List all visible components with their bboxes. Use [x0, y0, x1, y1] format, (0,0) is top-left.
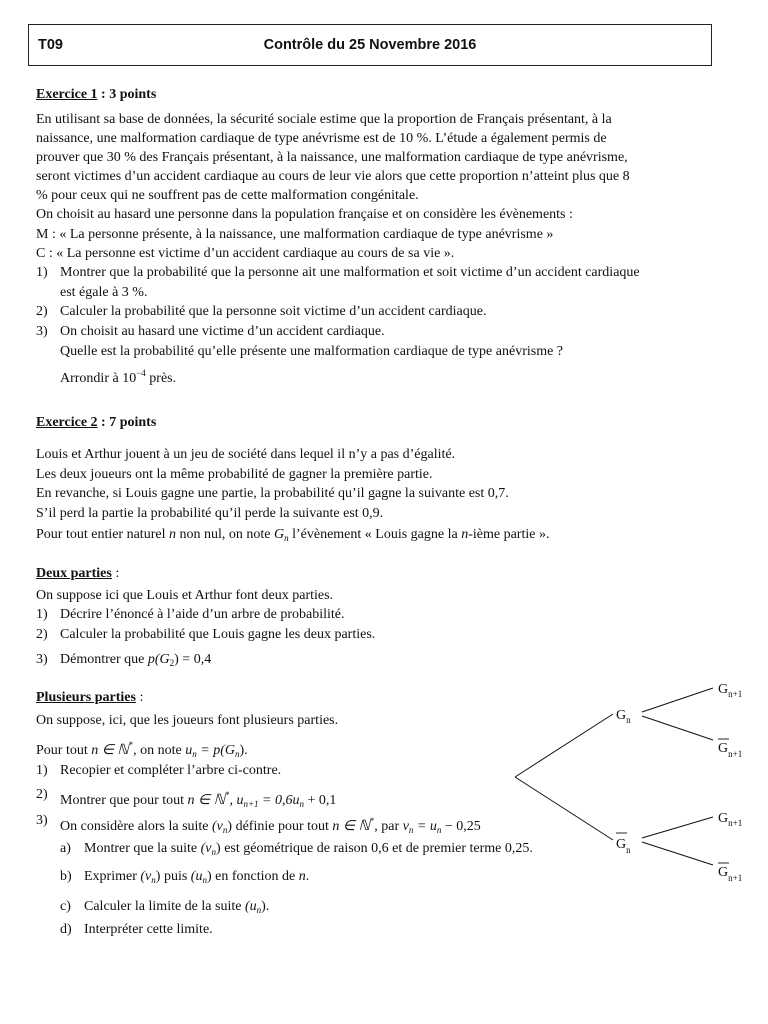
- header-box: [28, 24, 712, 66]
- two-q2-text: Calculer la probabilité que Louis gagne les deux parties.: [60, 627, 376, 642]
- ex1-event-c: C : « La personne est victime d’un accident cardiaque au cours de sa vie ».: [36, 246, 455, 261]
- many-un-definition: Pour tout n ∈ ℕ*, on note $u_n = p(G_n)$.: [36, 740, 248, 759]
- ex2-para-line: S’il perd la partie la probabilité qu’il perde la suivante est 0,9.: [36, 506, 384, 521]
- document-title: Contrôle du 25 Novembre 2016: [263, 37, 477, 53]
- two-games-heading: Deux parties :: [36, 566, 120, 581]
- many-games-heading: Plusieurs parties :: [36, 690, 144, 705]
- ex1-q2-number: 2): [36, 304, 48, 319]
- ex1-q1-text: Montrer que la probabilité que la personne ait une malformation et soit victime d’un accident cardiaque: [60, 265, 640, 280]
- tree-leaf-g: $G_{n+1}$: [718, 682, 743, 699]
- tree-node-g: $G_n$: [616, 708, 631, 725]
- many-q2-number: 2): [36, 787, 48, 802]
- ex2-para-line: Les deux joueurs ont la même probabilité de gagner la première partie.: [36, 467, 433, 482]
- two-q1-text: Décrire l’énoncé à l’aide d’un arbre de probabilité.: [60, 607, 345, 622]
- tree-branch-gbar-g: [642, 817, 713, 838]
- ex1-q3-rounding: Arrondir à $10^{-4}$ près.: [60, 368, 177, 386]
- tree-branch-g-g: [642, 688, 713, 712]
- many-qb-text: Exprimer $(v_n)$ puis $(u_n)$ en fonction de n.: [84, 869, 310, 885]
- tree-leaf-gbar: $G_{n+1}$: [718, 865, 743, 883]
- two-q3-number: 3): [36, 652, 48, 667]
- tree-branch-root-gbar: [515, 777, 613, 840]
- probability-tree: [505, 672, 760, 892]
- many-q1-text: Recopier et compléter l’arbre ci-contre.: [60, 763, 282, 778]
- many-qa-number: a): [60, 841, 71, 856]
- ex1-event-m: M : « La personne présente, à la naissance, une malformation cardiaque de type anévrisme »: [36, 227, 554, 242]
- ex1-para-line: On choisit au hasard une personne dans la population française et on considère les évènements :: [36, 207, 573, 222]
- tree-node-gbar: $G_n$: [616, 837, 631, 855]
- many-q3-text: On considère alors la suite $(v_n)$ définie pour tout n ∈ ℕ*, par $v_n = u_n - 0,25$: [60, 816, 481, 835]
- many-qc-number: c): [60, 899, 71, 914]
- ex1-q3-question: Quelle est la probabilité qu’elle présente une malformation cardiaque de type anévrisme ?: [60, 344, 564, 359]
- ex1-q2-text: Calculer la probabilité que la personne soit victime d’un accident cardiaque.: [60, 304, 487, 319]
- ex2-event-definition: Pour tout entier naturel n non nul, on note $G_n$ l’évènement « Louis gagne la n-ième partie ».: [36, 527, 550, 543]
- ex2-para-line: En revanche, si Louis gagne une partie, la probabilité qu’il gagne la suivante est 0,7.: [36, 486, 509, 501]
- ex1-para-line: prouver que 30 % des Français présentant, à la naissance, une malformation cardiaque de type anévrisme,: [36, 150, 628, 165]
- many-games-intro: On suppose, ici, que les joueurs font plusieurs parties.: [36, 713, 339, 728]
- ex1-para-line: En utilisant sa base de données, la sécurité sociale estime que la proportion de Français présentant, à la: [36, 112, 612, 127]
- many-q3-number: 3): [36, 813, 48, 828]
- ex1-para-line: seront victimes d’un accident cardiaque au cours de leur vie alors que cette proportion n’atteint plus que 8: [36, 169, 630, 184]
- many-q2-text: Montrer que pour tout n ∈ ℕ*, $u_{n+1} = 0,6u_n + 0,1$: [60, 790, 337, 809]
- many-qd-number: d): [60, 922, 72, 937]
- ex2-para-line: Louis et Arthur jouent à un jeu de société dans lequel il n’y a pas d’égalité.: [36, 447, 456, 462]
- many-q1-number: 1): [36, 763, 48, 778]
- tree-leaf-g: $G_{n+1}$: [718, 811, 743, 828]
- two-q1-number: 1): [36, 607, 48, 622]
- tree-branch-g-gbar: [642, 716, 713, 740]
- ex1-title: Exercice 1 : 3 points: [36, 87, 157, 102]
- tree-leaf-gbar: $G_{n+1}$: [718, 741, 743, 759]
- two-q3-text: Démontrer que $p(G_2) = 0,4$: [60, 652, 212, 668]
- ex1-q3-number: 3): [36, 324, 48, 339]
- document-code: T09: [38, 37, 63, 53]
- two-games-intro: On suppose ici que Louis et Arthur font deux parties.: [36, 588, 334, 603]
- ex2-title: Exercice 2 : 7 points: [36, 415, 157, 430]
- ex1-q1-number: 1): [36, 265, 48, 280]
- tree-branch-gbar-gbar: [642, 842, 713, 865]
- ex1-q3-text: On choisit au hasard une victime d’un accident cardiaque.: [60, 324, 385, 339]
- ex1-q1-text-cont: est égale à 3 %.: [60, 285, 148, 300]
- many-qc-text: Calculer la limite de la suite $(u_n)$.: [84, 899, 270, 915]
- many-qb-number: b): [60, 869, 72, 884]
- tree-branch-root-g: [515, 714, 613, 777]
- two-q2-number: 2): [36, 627, 48, 642]
- ex1-para-line: % pour ceux qui ne souffrent pas de cette malformation congénitale.: [36, 188, 419, 203]
- ex1-para-line: naissance, une malformation cardiaque de type anévrisme est de 10 %. L’étude a également permis de: [36, 131, 607, 146]
- many-qa-text: Montrer que la suite $(v_n)$ est géométrique de raison 0,6 et de premier terme 0,25.: [84, 841, 533, 857]
- many-qd-text: Interpréter cette limite.: [84, 922, 213, 937]
